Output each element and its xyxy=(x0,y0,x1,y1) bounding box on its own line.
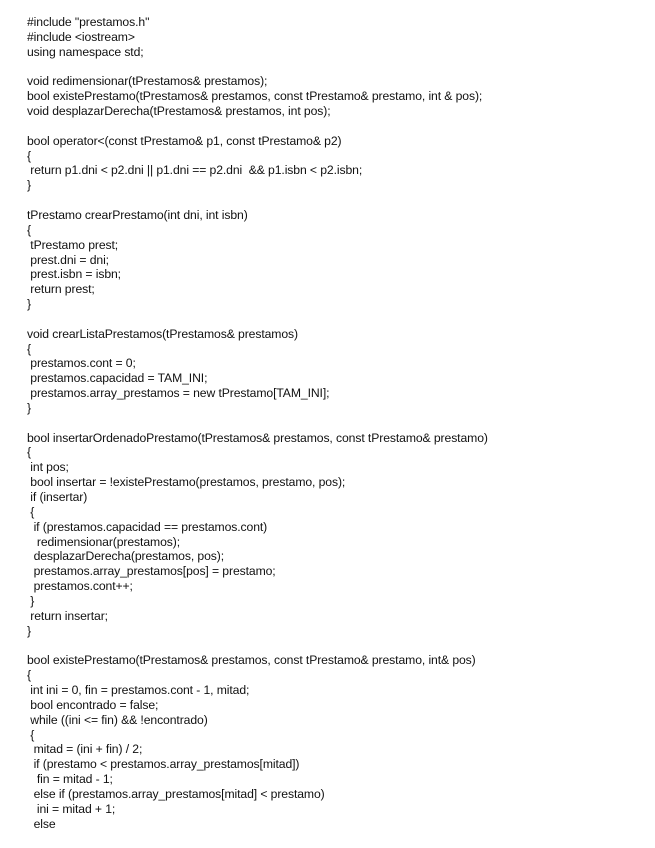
code-line: #include <iostream> xyxy=(27,29,135,44)
code-line: { xyxy=(27,504,35,519)
code-line: } xyxy=(27,178,31,193)
code-line: bool operator<(const tPrestamo& p1, const tPrestamo& p2) xyxy=(27,133,342,148)
code-line: if (prestamos.capacidad == prestamos.cont) xyxy=(27,519,268,534)
code-line xyxy=(27,193,647,208)
code-line xyxy=(27,416,647,431)
code-line: return insertar; xyxy=(27,608,108,623)
code-line: bool existePrestamo(tPrestamos& prestamos, const tPrestamo& prestamo, int& pos) xyxy=(27,653,476,668)
code-line: prestamos.cont = 0; xyxy=(27,356,136,371)
code-line xyxy=(27,312,647,327)
code-line: else xyxy=(27,816,56,831)
code-line: using namespace std; xyxy=(27,44,144,59)
code-line: { xyxy=(27,445,31,460)
code-line: prestamos.cont++; xyxy=(27,579,133,594)
code-line: ini = mitad + 1; xyxy=(27,801,116,816)
code-line: bool insertarOrdenadoPrestamo(tPrestamos& prestamos, const tPrestamo& prestamo) xyxy=(27,430,488,445)
code-line: tPrestamo prest; xyxy=(27,237,119,252)
code-line: if (prestamo < prestamos.array_prestamos[mitad]) xyxy=(27,757,300,772)
code-line: prest.isbn = isbn; xyxy=(27,267,121,282)
code-line: if (insertar) xyxy=(27,490,88,504)
code-line: { xyxy=(27,148,31,163)
code-line: #include "prestamos.h" xyxy=(27,15,150,29)
code-line: { xyxy=(27,341,31,356)
code-line: mitad = (ini + fin) / 2; xyxy=(27,742,143,757)
code-line: prest.dni = dni; xyxy=(27,252,109,267)
code-line: { xyxy=(27,727,35,742)
code-line: } xyxy=(27,593,35,608)
code-line: int pos; xyxy=(27,460,69,475)
code-line: bool insertar = !existePrestamo(prestamos, prestamo, pos); xyxy=(27,475,346,490)
code-line xyxy=(27,638,647,653)
code-line: desplazarDerecha(prestamos, pos); xyxy=(27,549,225,564)
code-line: redimensionar(prestamos); xyxy=(27,534,180,549)
code-line: { xyxy=(27,668,31,683)
code-line: while ((ini <= fin) && !encontrado) xyxy=(27,712,208,727)
code-line: } xyxy=(27,400,31,415)
code-line: tPrestamo crearPrestamo(int dni, int isbn) xyxy=(27,207,248,222)
code-line: prestamos.capacidad = TAM_INI; xyxy=(27,371,208,386)
code-line: } xyxy=(27,297,31,312)
code-line: void desplazarDerecha(tPrestamos& prestamos, int pos); xyxy=(27,104,331,119)
code-line: void redimensionar(tPrestamos& prestamos); xyxy=(27,74,268,89)
code-listing xyxy=(27,15,647,831)
code-line: prestamos.array_prestamos[pos] = prestamo; xyxy=(27,564,276,579)
code-line: void crearListaPrestamos(tPrestamos& prestamos) xyxy=(27,326,298,341)
code-line: return p1.dni < p2.dni || p1.dni == p2.dni && p1.isbn < p2.isbn; xyxy=(27,163,363,178)
code-line: bool encontrado = false; xyxy=(27,697,159,712)
code-line: else if (prestamos.array_prestamos[mitad] < prestamo) xyxy=(27,786,325,801)
code-line xyxy=(27,119,647,134)
code-line: bool existePrestamo(tPrestamos& prestamos, const tPrestamo& prestamo, int & pos); xyxy=(27,89,483,104)
code-line: return prest; xyxy=(27,282,95,297)
code-line: prestamos.array_prestamos = new tPrestamo[TAM_INI]; xyxy=(27,386,330,401)
code-line xyxy=(27,60,647,75)
code-line: { xyxy=(27,222,31,237)
code-line: int ini = 0, fin = prestamos.cont - 1, mitad; xyxy=(27,682,250,697)
code-line: fin = mitad - 1; xyxy=(27,772,113,787)
code-line: } xyxy=(27,623,31,638)
